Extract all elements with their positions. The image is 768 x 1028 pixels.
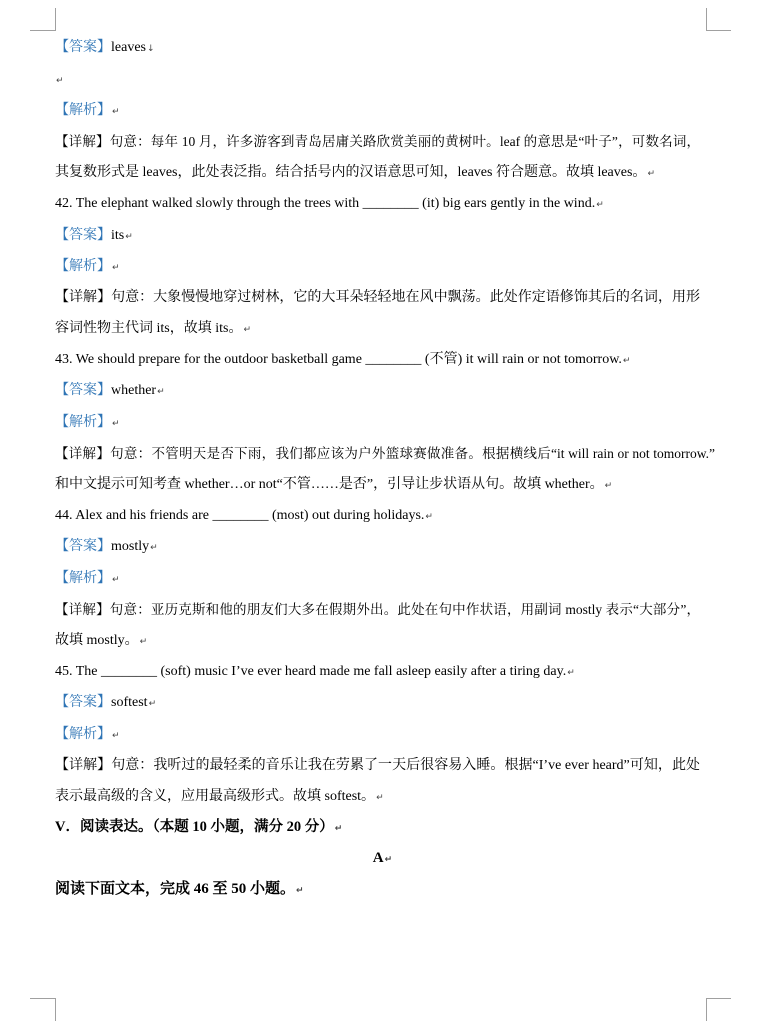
detail-text: 故填 mostly。 bbox=[55, 632, 139, 648]
detail-text: 其复数形式是 leaves，此处表泛指。结合括号内的汉语意思可知，leaves 符合题意。故填 leaves。 bbox=[55, 165, 647, 181]
detail-label: 【详解】 bbox=[55, 133, 110, 149]
detail-label: 【详解】 bbox=[55, 601, 110, 617]
detail-text: 表示最高级的含义，应用最高级形式。故填 softest。 bbox=[55, 788, 376, 804]
paragraph-mark: ↵ bbox=[139, 636, 148, 647]
question-stem bbox=[55, 344, 705, 375]
detail-line-continued bbox=[55, 781, 705, 812]
paragraph-mark: ↵ bbox=[425, 512, 433, 523]
analysis-line bbox=[55, 251, 705, 282]
detail-line-continued bbox=[55, 625, 705, 656]
question-text: 42. The elephant walked slowly through the trees with ________ (it) big ears gently in the wind. bbox=[55, 196, 596, 212]
detail-line bbox=[55, 282, 700, 313]
detail-text: 句意：大象慢慢地穿过树林，它的大耳朵轻轻地在风中飘荡。此处作定语修饰其后的名词，用形 bbox=[111, 289, 700, 305]
analysis-line bbox=[55, 719, 705, 750]
answer-line bbox=[55, 220, 705, 251]
paragraph-mark: ↵ bbox=[243, 325, 252, 336]
reading-instruction-text: 阅读下面文本，完成 46 至 50 小题。 bbox=[55, 881, 296, 898]
detail-line bbox=[55, 438, 715, 469]
paragraph-mark: ↵ bbox=[384, 855, 393, 866]
paragraph-mark: ↵ bbox=[647, 169, 655, 180]
paragraph-mark: ↵ bbox=[376, 792, 384, 803]
reading-instruction bbox=[55, 874, 705, 905]
question-stem bbox=[55, 656, 705, 687]
part-label bbox=[55, 843, 710, 874]
part-label-text: A bbox=[372, 850, 384, 867]
document-body bbox=[55, 32, 715, 905]
question-text: 45. The ________ (soft) music I’ve ever heard made me fall asleep easily after a tiring day. bbox=[55, 664, 567, 680]
paragraph-mark: ↵ bbox=[112, 574, 120, 585]
paragraph-mark: ↵ bbox=[112, 262, 120, 273]
detail-label: 【详解】 bbox=[55, 289, 112, 305]
detail-text: 和中文提示可知考查 whether…or not“不管……是否”，引导让步状语从句。故填 whether。 bbox=[55, 477, 604, 493]
detail-line-continued bbox=[55, 313, 705, 344]
paragraph-mark: ↵ bbox=[622, 356, 631, 367]
paragraph-mark: ↵ bbox=[125, 231, 133, 242]
paragraph-mark: ↵ bbox=[157, 387, 165, 398]
answer-text: its bbox=[111, 227, 125, 243]
analysis-label: 【解析】 bbox=[55, 102, 111, 118]
detail-text: 句意：亚历克斯和他的朋友们大多在假期外出。此处在句中作状语，用副词 mostly 表示“大部分”， bbox=[109, 601, 700, 617]
detail-line bbox=[55, 594, 700, 625]
question-stem bbox=[55, 500, 705, 531]
detail-line-continued bbox=[55, 157, 705, 188]
paragraph-mark: ↵ bbox=[112, 418, 120, 429]
analysis-label: 【解析】 bbox=[55, 570, 111, 586]
answer-label: 【答案】 bbox=[55, 695, 111, 711]
detail-text: 句意：不管明天是否下雨，我们都应该为户外篮球赛做准备。根据横线后“it will rain or not tomorrow.” bbox=[110, 445, 715, 461]
section-heading bbox=[55, 812, 705, 843]
answer-text: whether bbox=[111, 383, 157, 399]
answer-text: leaves bbox=[111, 40, 146, 56]
answer-line bbox=[55, 687, 705, 718]
line-break-mark: ↓ bbox=[146, 44, 155, 55]
analysis-label: 【解析】 bbox=[55, 258, 111, 274]
detail-line bbox=[55, 750, 700, 781]
detail-label: 【详解】 bbox=[55, 757, 112, 773]
detail-text: 句意：每年 10 月，许多游客到青岛居庸关路欣赏美丽的黄树叶。leaf 的意思是“叶子”，可数名词， bbox=[109, 133, 700, 149]
detail-label: 【详解】 bbox=[55, 445, 111, 461]
paragraph-mark: ↵ bbox=[567, 668, 575, 679]
answer-label: 【答案】 bbox=[55, 383, 111, 399]
answer-line bbox=[55, 375, 705, 406]
answer-line bbox=[55, 531, 705, 562]
paragraph-mark: ↵ bbox=[296, 886, 304, 897]
section-heading-text: V．阅读表达。（本题 10 小题，满分 20 分） bbox=[55, 819, 334, 836]
paragraph-mark: ↵ bbox=[112, 730, 120, 741]
analysis-line bbox=[55, 563, 705, 594]
answer-text: softest bbox=[111, 695, 148, 711]
question-text: 43. We should prepare for the outdoor basketball game ________ (不管) it will rain or not tomorrow. bbox=[55, 352, 622, 368]
crop-mark-top-right bbox=[706, 8, 731, 31]
analysis-label: 【解析】 bbox=[55, 726, 111, 742]
answer-label: 【答案】 bbox=[55, 539, 111, 555]
answer-text: mostly bbox=[111, 539, 150, 555]
analysis-line bbox=[55, 95, 705, 126]
empty-paragraph bbox=[55, 64, 705, 95]
paragraph-mark: ↵ bbox=[334, 824, 343, 835]
question-stem bbox=[55, 188, 705, 219]
analysis-line bbox=[55, 407, 705, 438]
answer-label: 【答案】 bbox=[55, 227, 111, 243]
detail-text: 句意：我听过的最轻柔的音乐让我在劳累了一天后很容易入睡。根据“I’ve ever heard”可知，此处 bbox=[111, 757, 700, 773]
paragraph-mark: ↵ bbox=[604, 481, 613, 492]
question-text: 44. Alex and his friends are ________ (most) out during holidays. bbox=[55, 508, 425, 524]
detail-line bbox=[55, 126, 700, 157]
answer-line bbox=[55, 32, 705, 63]
paragraph-mark: ↵ bbox=[112, 106, 120, 117]
paragraph-mark: ↵ bbox=[148, 699, 157, 710]
paragraph-mark: ↵ bbox=[150, 543, 158, 554]
answer-label: 【答案】 bbox=[55, 40, 111, 56]
detail-text: 容词性物主代词 its，故填 its。 bbox=[55, 321, 243, 337]
crop-mark-bottom-right bbox=[706, 998, 731, 1021]
paragraph-mark: ↵ bbox=[596, 200, 604, 211]
analysis-label: 【解析】 bbox=[55, 414, 111, 430]
paragraph-mark: ↵ bbox=[56, 75, 64, 86]
detail-line-continued bbox=[55, 469, 705, 500]
crop-mark-top-left bbox=[30, 8, 56, 31]
crop-mark-bottom-left bbox=[30, 998, 56, 1021]
